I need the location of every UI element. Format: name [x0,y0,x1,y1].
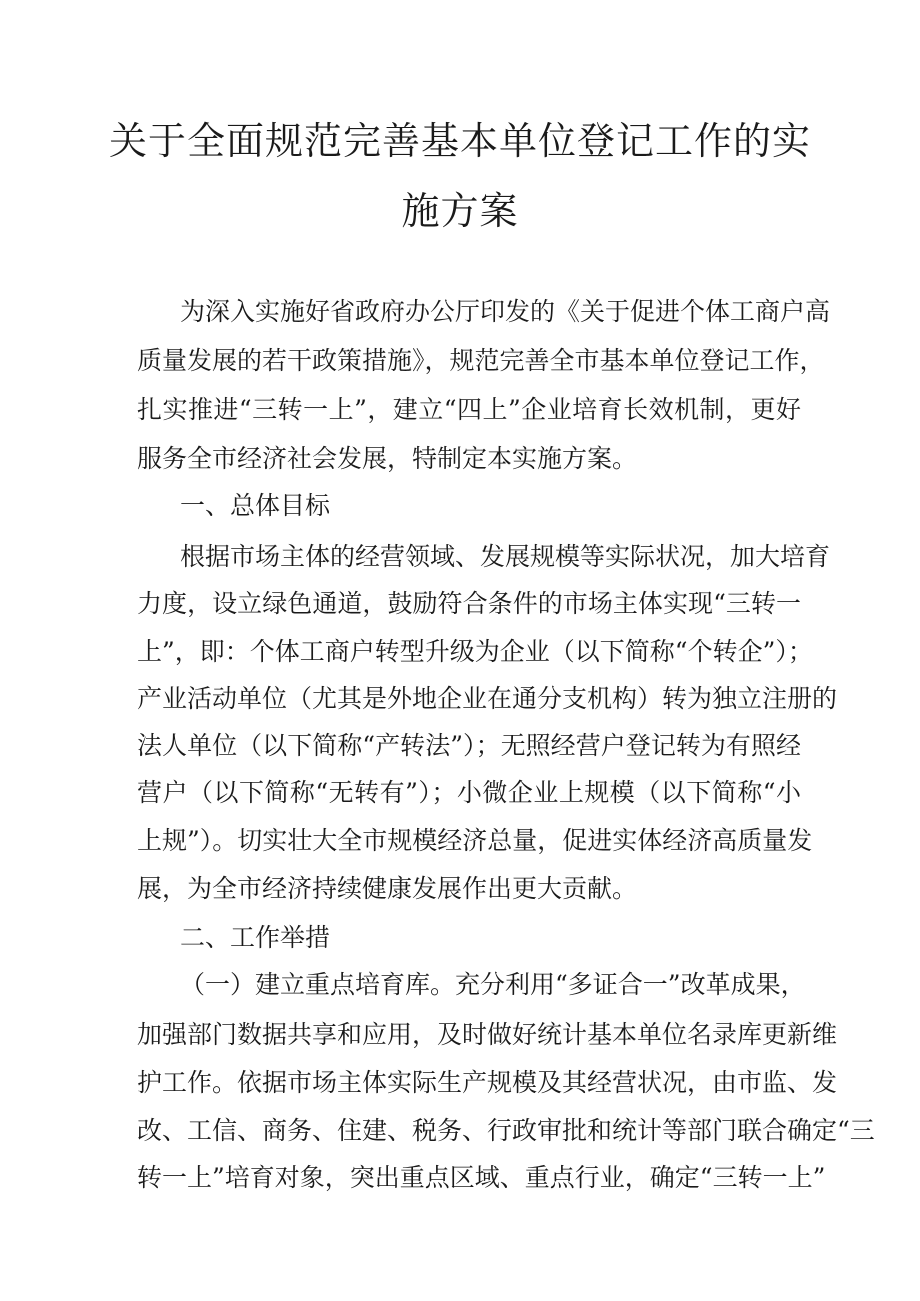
paragraph-line: 营户（以下简称“无转有”）；小微企业上规模（以下简称“小 [137,778,801,807]
paragraph-line: 加强部门数据共享和应用，及时做好统计基本单位名录库更新维 [137,1020,838,1049]
paragraph-line: 上”，即：个体工商户转型升级为企业（以下简称“个转企”）； [137,637,813,666]
paragraph-line: 改、工信、商务、住建、税务、行政审批和统计等部门联合确定“三 [137,1116,875,1145]
paragraph-line: 扎实推进“三转一上”，建立“四上”企业培育长效机制，更好 [137,395,801,424]
section-heading: 一、总体目标 [180,491,331,520]
section-heading: 二、工作举措 [180,923,331,952]
paragraph-line: 产业活动单位（尤其是外地企业在通分支机构）转为独立注册的 [137,684,838,713]
paragraph-line: 转一上”培育对象，突出重点区域、重点行业，确定“三转一上” [137,1163,826,1192]
paragraph-line: 展，为全市经济持续健康发展作出更大贡献。 [137,874,638,903]
paragraph-line: 服务全市经济社会发展，特制定本实施方案。 [137,444,638,473]
paragraph-line: 为深入实施好省政府办公厅印发的《关于促进个体工商户高 [180,297,831,326]
paragraph-line: （一）建立重点培育库。充分利用“多证合一”改革成果， [180,970,806,999]
document-title-line-2: 施方案 [401,189,519,233]
paragraph-line: 力度，设立绿色通道，鼓励符合条件的市场主体实现“三转一 [137,589,801,618]
paragraph-line: 护工作。依据市场主体实际生产规模及其经营状况，由市监、发 [137,1068,838,1097]
paragraph-line: 法人单位（以下简称“产转法”）；无照经营户登记转为有照经 [137,731,801,760]
paragraph-line: 质量发展的若干政策措施》，规范完善全市基本单位登记工作， [137,346,825,375]
paragraph-line: 上规”）。切实壮大全市规模经济总量，促进实体经济高质量发 [137,826,813,855]
paragraph-line: 根据市场主体的经营领域、发展规模等实际状况，加大培育 [180,542,831,571]
document-title-line-1: 关于全面规范完善基本单位登记工作的实 [108,119,811,163]
